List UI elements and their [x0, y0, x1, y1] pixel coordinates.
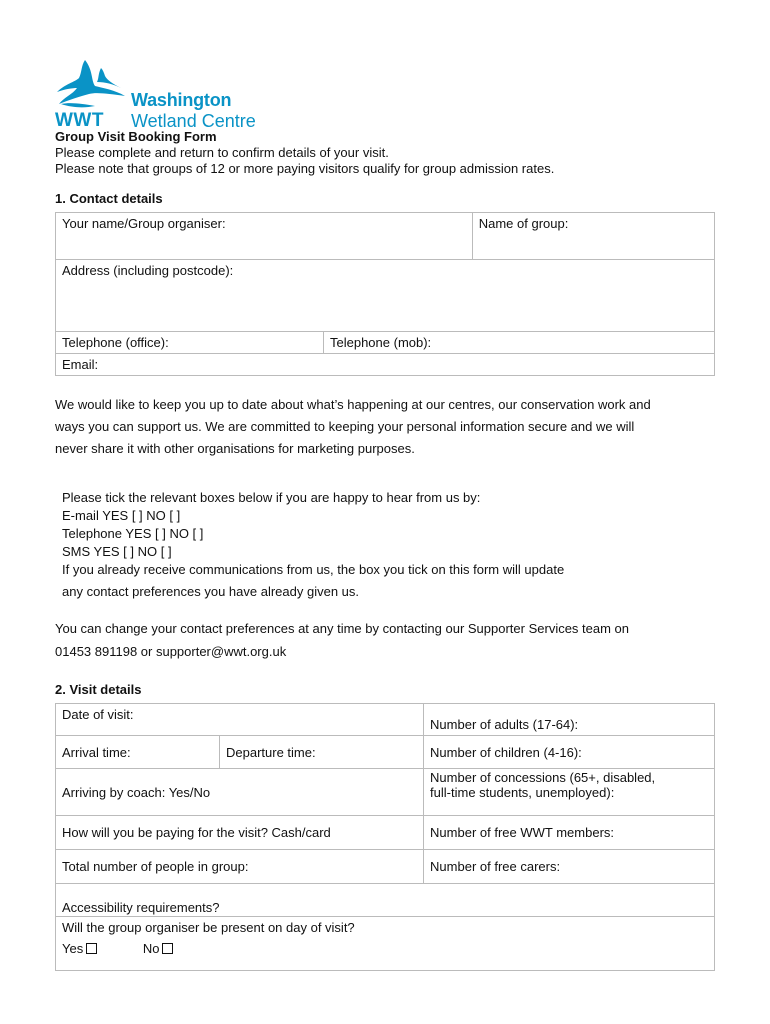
phone-option[interactable]: Telephone YES [ ] NO [ ]: [62, 526, 204, 541]
yes-checkbox[interactable]: [86, 943, 97, 954]
access-field[interactable]: [56, 884, 715, 917]
tick-intro: Please tick the relevant boxes below if you are happy to hear from us by:: [62, 490, 481, 505]
organiser-label: Will the group organiser be present on day of visit?: [62, 920, 355, 935]
adults-label: Number of adults (17-64):: [430, 717, 579, 732]
members-field[interactable]: [424, 816, 715, 850]
tel-mob-label: Telephone (mob):: [330, 335, 432, 350]
marketing-line-3: never share it with other organisations for marketing purposes.: [55, 441, 415, 456]
carers-label: Number of free carers:: [430, 859, 561, 874]
form-title: Group Visit Booking Form: [55, 129, 217, 144]
no-checkbox[interactable]: [162, 943, 173, 954]
adults-field[interactable]: [424, 704, 715, 736]
payment-label: How will you be paying for the visit? Cash/card: [62, 825, 331, 840]
change-line-1: You can change your contact preferences at any time by contacting our Supporter Services team on: [55, 621, 630, 636]
existing-line-1: If you already receive communications from us, the box you tick on this form will update: [62, 562, 565, 577]
contact-heading: 1. Contact details: [55, 191, 163, 206]
children-field[interactable]: [424, 736, 715, 769]
wwt-logo: [55, 58, 285, 130]
logo-subname: Wetland Centre: [131, 111, 256, 131]
name-label: Your name/Group organiser:: [62, 216, 226, 231]
change-line-2: 01453 891198 or supporter@wwt.org.uk: [55, 644, 287, 659]
concessions-field[interactable]: [424, 769, 715, 816]
yes-label: Yes: [62, 941, 84, 956]
change-preferences: [55, 617, 715, 663]
name-field[interactable]: [56, 213, 473, 260]
concessions-label-1: Number of concessions (65+, disabled,: [430, 770, 656, 785]
address-label: Address (including postcode):: [62, 263, 234, 278]
organiser-field: [56, 917, 715, 971]
yes-option[interactable]: [62, 941, 97, 956]
payment-field[interactable]: [56, 816, 424, 850]
arrival-field[interactable]: [56, 736, 220, 769]
no-option[interactable]: [143, 941, 174, 956]
sms-option[interactable]: SMS YES [ ] NO [ ]: [62, 544, 172, 559]
coach-label: Arriving by coach: Yes/No: [62, 784, 211, 800]
arrival-label: Arrival time:: [62, 744, 131, 760]
total-field[interactable]: [56, 850, 424, 884]
departure-label: Departure time:: [226, 744, 316, 760]
marketing-line-1: We would like to keep you up to date about what’s happening at our centres, our conservation work and: [55, 397, 651, 412]
address-field[interactable]: [56, 260, 715, 332]
contact-table: [55, 212, 715, 376]
marketing-line-2: ways you can support us. We are committed to keeping your personal information secure and we will: [55, 419, 635, 434]
access-label: Accessibility requirements?: [62, 900, 220, 915]
date-label: Date of visit:: [62, 707, 134, 722]
members-label: Number of free WWT members:: [430, 825, 615, 840]
tel-office-field[interactable]: [56, 332, 324, 354]
no-label: No: [142, 941, 160, 956]
logo-abbr: WWT: [55, 110, 104, 131]
group-label: Name of group:: [478, 216, 569, 231]
group-field[interactable]: [472, 213, 714, 260]
children-label: Number of children (4-16):: [430, 744, 582, 760]
swans-logo-icon: [55, 58, 130, 110]
visit-table: [55, 703, 715, 971]
concessions-label-2: full-time students, unemployed):: [430, 785, 615, 800]
tel-office-label: Telephone (office):: [62, 335, 169, 350]
visit-heading: 2. Visit details: [55, 682, 142, 697]
date-field[interactable]: [56, 704, 424, 736]
intro-line-1: Please complete and return to confirm details of your visit.: [55, 145, 389, 160]
tel-mob-field[interactable]: [324, 332, 715, 354]
carers-field[interactable]: [424, 850, 715, 884]
total-label: Total number of people in group:: [62, 859, 249, 874]
email-option[interactable]: E-mail YES [ ] NO [ ]: [62, 508, 181, 523]
coach-field[interactable]: [56, 769, 424, 816]
existing-line-2: any contact preferences you have already given us.: [62, 584, 360, 599]
contact-preferences: [62, 489, 564, 601]
logo-name: Washington: [131, 90, 232, 110]
departure-field[interactable]: [220, 736, 424, 769]
email-field[interactable]: [56, 354, 715, 376]
marketing-paragraph: [55, 394, 715, 460]
intro-line-2: Please note that groups of 12 or more paying visitors qualify for group admission rates.: [55, 161, 555, 176]
email-label: Email:: [62, 357, 99, 372]
